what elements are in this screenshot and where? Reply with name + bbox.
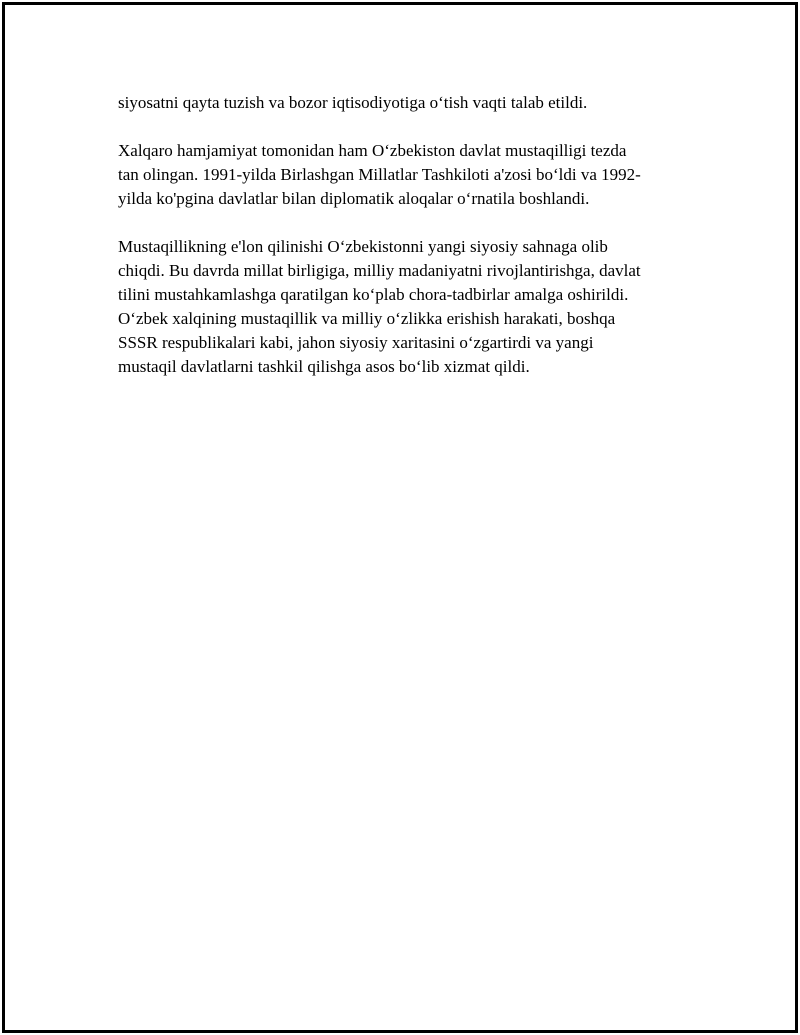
paragraph: siyosatni qayta tuzish va bozor iqtisodiyotiga o‘tish vaqti talab etildi. <box>118 93 588 112</box>
paragraph: Xalqaro hamjamiyat tomonidan ham O‘zbekiston davlat mustaqilligi tezda tan olingan. 1991-yilda Birlashgan Millatlar Tashkiloti a'zosi bo‘ldi va 1992- yilda ko'pgina davlatlar bilan diplomatik aloqalar o‘rnatila boshlandi. <box>118 141 641 208</box>
document-body <box>118 91 690 403</box>
paragraph: Mustaqillikning e'lon qilinishi O‘zbekistonni yangi siyosiy sahnaga olib chiqdi. Bu davrda millat birligiga, milliy madaniyatni rivojlantirishga, davlat tilini mustahkamlashga qaratilgan ko‘plab chora-tadbirlar amalga oshirildi. O‘zbek xalqining mustaqillik va milliy o‘zlikka erishish harakati, boshqa SSSR respublikalari kabi, jahon siyosiy xaritasini o‘zgartirdi va yangi mustaqil davlatlarni tashkil qilishga asos bo‘lib xizmat qildi. <box>118 237 641 376</box>
